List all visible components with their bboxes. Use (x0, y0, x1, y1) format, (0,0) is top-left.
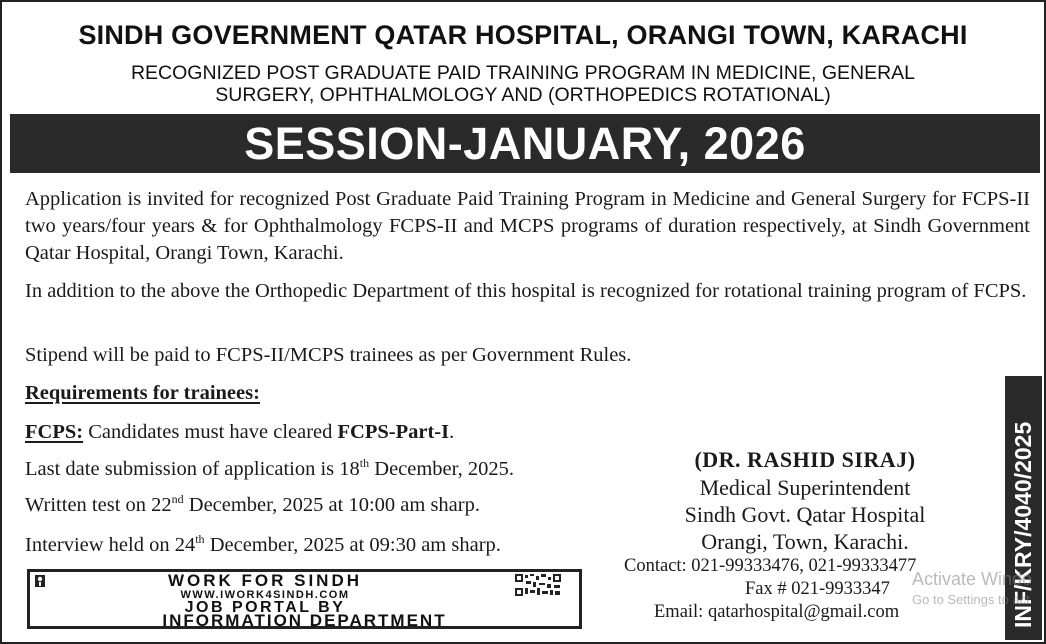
interview-ordinal: th (195, 532, 205, 546)
written-test-line (25, 494, 480, 517)
portal-url: WWW.IWORK4SINDH.COM (180, 589, 350, 601)
interview-text: Interview held on 24 (25, 534, 196, 556)
fcps-label: FCPS: (25, 421, 84, 443)
intro-paragraph: Application is invited for recognized Post Graduate Paid Training Program in Medicine and General Surgery for FCPS-II two years/four years & for Ophthalmology FCPS-II and MCPS programs of duration respectively, at Sindh Government Qatar Hospital, Orangi Town, Karachi. (25, 188, 1030, 264)
program-subtitle (40, 62, 1006, 106)
contact-fax: Fax # 021-9933347 (745, 579, 890, 599)
portal-heading: WORK FOR SINDH (167, 571, 363, 590)
contact-phone: Contact: 021-99333476, 021-99333477 (624, 556, 917, 576)
last-date-ordinal: th (359, 456, 370, 470)
interview-line (25, 534, 501, 557)
test-text: Written test on 22 (25, 494, 172, 516)
hospital-title: SINDH GOVERNMENT QATAR HOSPITAL, ORANGI TOWN, KARACHI (78, 20, 968, 50)
contact-email: Email: qatarhospital@gmail.com (654, 602, 900, 622)
signatory-location: Orangi, Town, Karachi. (701, 529, 909, 554)
requirements-heading: Requirements for trainees: (25, 382, 260, 404)
fcps-end: . (449, 421, 455, 443)
signatory-hospital: Sindh Govt. Qatar Hospital (684, 502, 926, 527)
fcps-requirement (25, 421, 454, 444)
watermark-line-2: Go to Settings to act (912, 592, 1030, 607)
test-time: December, 2025 at 10:00 am sharp. (183, 494, 480, 516)
subtitle-line-1: RECOGNIZED POST GRADUATE PAID TRAINING PROGRAM IN MEDICINE, GENERAL (130, 62, 916, 84)
interview-time: December, 2025 at 09:30 am sharp. (204, 534, 501, 556)
fcps-text: Candidates must have cleared (83, 421, 338, 443)
portal-department: INFORMATION DEPARTMENT (162, 611, 447, 630)
portal-by-line: JOB PORTAL BY (184, 599, 346, 616)
watermark-line-1: Activate Windo (912, 569, 1033, 589)
windows-activation-watermark (912, 568, 1032, 609)
last-date-month: December, 2025. (369, 458, 515, 480)
qr-code-icon (514, 573, 562, 597)
signatory-name: (DR. RASHID SIRAJ) (694, 447, 916, 472)
subtitle-line-2: SURGERY, OPHTHALMOLOGY AND (ORTHOPEDICS ROTATIONAL) (215, 84, 831, 106)
last-date-line (25, 458, 514, 481)
fcps-part: FCPS-Part-I (337, 421, 450, 443)
last-date-text: Last date submission of application is 18 (25, 458, 360, 480)
stipend-paragraph: Stipend will be paid to FCPS-II/MCPS trainees as per Government Rules. (25, 344, 632, 366)
reference-number: INF/KRY/4040/2025 (1010, 421, 1036, 628)
job-portal-box (27, 569, 582, 629)
session-banner: SESSION-JANUARY, 2026 (10, 114, 1040, 173)
signatory-designation: Medical Superintendent (699, 475, 911, 500)
contact-block (624, 555, 916, 624)
test-ordinal: nd (171, 492, 184, 506)
signature-block (620, 445, 990, 555)
orthopedic-paragraph: In addition to the above the Orthopedic Department of this hospital is recognized for rotational training program of FCPS. (25, 280, 1027, 302)
